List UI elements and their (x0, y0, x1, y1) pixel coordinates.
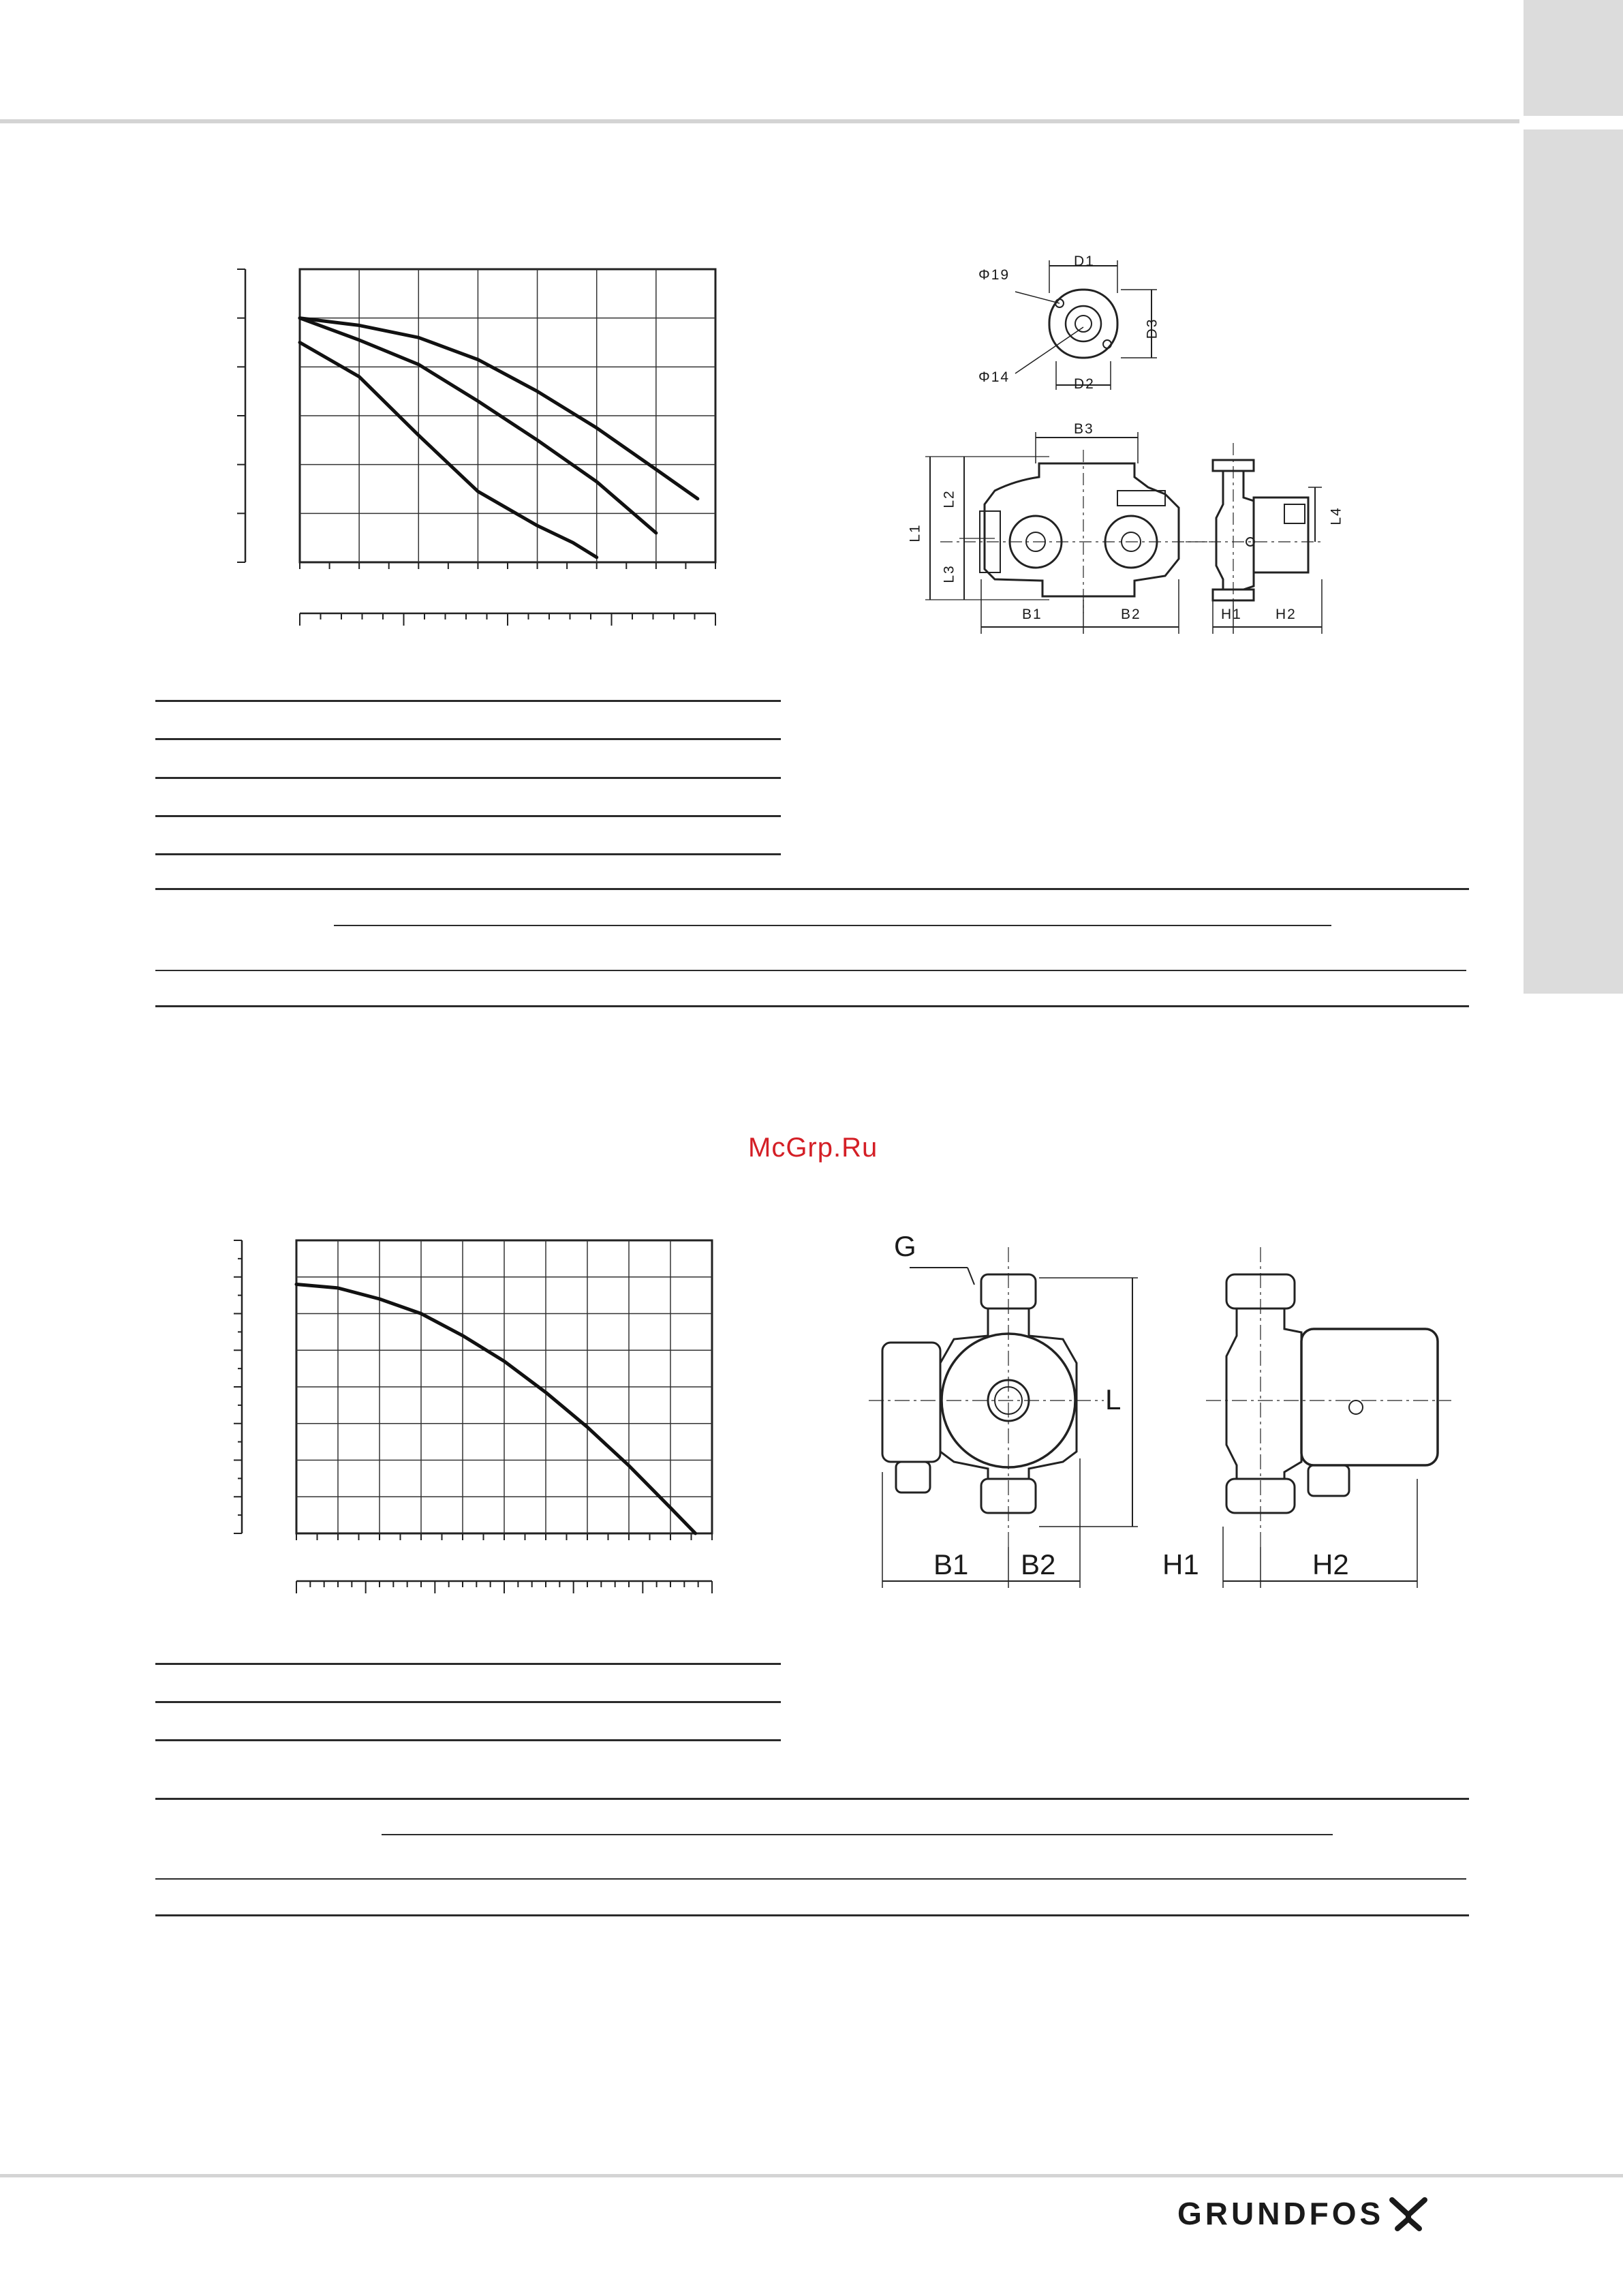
brand-wordmark: GRUNDFOS (1177, 2196, 1385, 2231)
dim-label-g: G (894, 1230, 916, 1262)
dim-label-b2: B2 (1121, 607, 1141, 622)
table-2-rule (334, 925, 1331, 926)
dim-label-l2: L2 (941, 489, 957, 508)
footer-rule (0, 2174, 1623, 2177)
table-1-rule (155, 700, 781, 702)
dim-label-h2: H2 (1312, 1548, 1349, 1580)
dim-label-b3: B3 (1074, 421, 1094, 437)
y-axis-ticks (237, 269, 245, 562)
dim-label-d2: D2 (1074, 376, 1095, 392)
performance-chart-2 (218, 1227, 736, 1608)
series-line-1 (296, 1285, 696, 1534)
table-3-rule (155, 1739, 781, 1741)
table-2-rule (155, 970, 1466, 971)
dim-label-phi19: Φ19 (978, 267, 1010, 283)
dim-label-phi14: Φ14 (978, 369, 1010, 385)
table-1-rule (155, 777, 781, 779)
table-1-rule (155, 853, 781, 855)
table-4-rule (382, 1834, 1333, 1835)
dim-label-h2: H2 (1276, 607, 1297, 622)
dim-label-l4: L4 (1328, 506, 1344, 525)
performance-chart-1 (211, 252, 736, 634)
tab-block-top (1524, 0, 1623, 116)
chart-series (296, 1285, 696, 1534)
dim-label-d1: D1 (1074, 254, 1095, 269)
dim-label-h1: H1 (1162, 1548, 1199, 1580)
y-axis-ticks (234, 1240, 242, 1533)
table-4-rule (155, 1878, 1466, 1880)
dim-label-l: L (1105, 1383, 1122, 1415)
table-4-rule (155, 1914, 1469, 1916)
table-3-rule (155, 1663, 781, 1665)
x-axis-scale (296, 1581, 712, 1593)
dim-label-b1: B1 (933, 1548, 969, 1580)
table-3-rule (155, 1701, 781, 1703)
tab-block-side (1524, 129, 1623, 994)
chart-grid (296, 1240, 712, 1540)
table-2-rule (155, 1005, 1469, 1007)
table-1-rule (155, 815, 781, 817)
grundfos-logo (1177, 2194, 1429, 2233)
dim-label-b2: B2 (1021, 1548, 1056, 1580)
dim-label-h1: H1 (1221, 607, 1242, 622)
dim-label-l1: L1 (907, 523, 923, 542)
watermark-text: McGrp.Ru (748, 1133, 878, 1163)
dim-label-d3: D3 (1144, 318, 1160, 339)
dim-label-l3: L3 (941, 564, 957, 583)
table-4-rule (155, 1798, 1469, 1800)
table-1-rule (155, 738, 781, 740)
dim-label-b1: B1 (1022, 607, 1042, 622)
header-rule (0, 119, 1519, 123)
x-axis-scale (300, 613, 715, 626)
grundfos-mark-icon (1388, 2194, 1429, 2233)
table-2-rule (155, 888, 1469, 890)
